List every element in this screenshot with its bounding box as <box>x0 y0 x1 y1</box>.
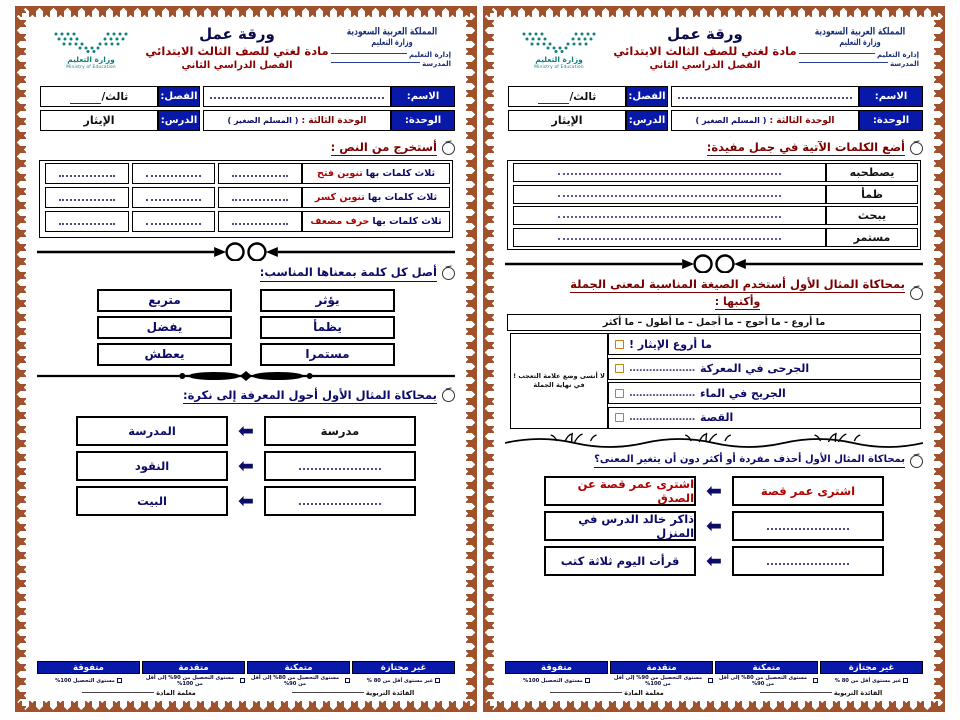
admin-field <box>331 51 453 59</box>
worksheet-page-right <box>15 6 477 712</box>
teacher-signature-line[interactable] <box>550 692 622 693</box>
sentence-text: ما أروع الإيثار ! <box>629 337 712 351</box>
question-text-l2-line2: وأكتبها : <box>714 295 761 309</box>
ministry-logo-arabic: وزارة التعليم <box>535 55 583 64</box>
level-title-1: متفوقة <box>37 661 140 674</box>
sentence-text: الجريح في الماء <box>699 386 786 400</box>
question-heading-r2 <box>37 265 455 281</box>
sentence-blank[interactable]: .................... <box>629 412 695 424</box>
border-sawtooth-left <box>483 6 494 712</box>
transform-answer[interactable] <box>732 511 884 541</box>
extract-blank[interactable] <box>45 163 129 184</box>
extract-blank[interactable] <box>218 163 302 184</box>
ministry-logo-icon <box>39 30 143 53</box>
transform-row <box>505 476 923 506</box>
level-title-2: متقدمة <box>142 661 245 674</box>
unit-label: الوحدة: <box>859 110 923 131</box>
sentence-words-table <box>507 160 921 250</box>
transform-answer[interactable] <box>732 546 884 576</box>
transform-row <box>505 546 923 576</box>
unit-value: الوحدة الثالثة : <box>301 115 367 126</box>
page-title: ورقة عمل <box>667 25 743 43</box>
leader-signature-field <box>251 689 455 697</box>
pencil-icon <box>615 389 624 398</box>
bullet-circle-icon <box>910 142 923 155</box>
question-text-r2: أصل كل كلمة بمعناها المناسب: <box>260 265 437 281</box>
extract-blank[interactable] <box>218 211 302 232</box>
extract-blank[interactable] <box>132 163 216 184</box>
transform-answer[interactable] <box>264 486 416 516</box>
divider-leaf-ornament <box>37 368 455 382</box>
question-text-l2-line1: بمحاكاة المثال الأول أستخدم الصيغة المناسبة لمعنى الجملة <box>570 277 905 293</box>
class-value: ثالث/ <box>569 90 597 103</box>
table-row <box>510 228 918 247</box>
level-criteria-1[interactable] <box>505 675 608 686</box>
arrow-left-icon: ⬅ <box>238 489 254 512</box>
admin-label: إدارة التعليم <box>876 50 919 59</box>
transform-source: ذاكر خالد الدرس في المنزل <box>544 511 696 541</box>
sentence-form-row[interactable] <box>608 358 921 380</box>
sentence-blank[interactable] <box>513 228 826 247</box>
criteria-text-2: مستوى التحصيل من 90% إلى أقل من 100% <box>613 674 703 687</box>
question-text-l3: بمحاكاة المثال الأول أحذف مفردة أو أكثر دون أن يتغير المعنى؟ <box>594 454 905 469</box>
divider-spiral-ornament <box>37 242 455 261</box>
extract-label-1 <box>302 163 450 184</box>
level-criteria-2[interactable] <box>610 675 713 686</box>
checkbox-icon[interactable] <box>585 678 590 683</box>
lesson-value: الإيثار <box>83 114 115 127</box>
level-criteria-3[interactable] <box>247 675 350 686</box>
border-sawtooth-top <box>15 6 477 17</box>
sentence-form-exercise <box>507 333 921 429</box>
table-row <box>42 187 450 208</box>
question-heading-r1 <box>37 140 455 156</box>
transform-source: اشترى عمر قصة عن الصدق <box>544 476 696 506</box>
admin-blank[interactable] <box>331 53 407 54</box>
extract-prefix-2: ثلاث كلمات بها <box>367 192 438 204</box>
admin-blank[interactable] <box>799 53 875 54</box>
match-item[interactable]: يعطش <box>97 343 232 366</box>
level-title-4: غير مجتازة <box>352 661 455 674</box>
lesson-label: الدرس: <box>626 110 668 131</box>
checkbox-icon[interactable] <box>240 678 245 683</box>
admin-label: إدارة التعليم <box>408 50 451 59</box>
level-title-1: متفوقة <box>505 661 608 674</box>
national-crest <box>799 25 921 49</box>
class-label: الفصل: <box>626 86 668 107</box>
name-label: الاسم: <box>859 86 923 107</box>
name-label: الاسم: <box>391 86 455 107</box>
word-cell: يصطحبه <box>826 163 918 182</box>
leader-signature-line[interactable] <box>292 692 364 693</box>
pencil-icon <box>615 340 624 349</box>
criteria-text-1: مستوى التحصيل 100% <box>523 677 583 684</box>
extract-blank[interactable] <box>45 211 129 232</box>
bullet-circle-icon <box>910 287 923 300</box>
unit-value-box <box>671 110 859 131</box>
worksheet-page-left <box>483 6 945 712</box>
criteria-text-1: مستوى التحصيل 100% <box>55 677 115 684</box>
level-criteria-1[interactable] <box>37 675 140 686</box>
bullet-circle-icon <box>442 267 455 280</box>
level-criteria-3[interactable] <box>715 675 818 686</box>
lesson-label: الدرس: <box>158 110 200 131</box>
unit-value: الوحدة الثالثة : <box>769 115 835 126</box>
criteria-text-3: مستوى التحصيل من 80% إلى أقل من 90% <box>250 674 340 687</box>
sentence-form-row <box>608 333 921 355</box>
class-label: الفصل: <box>158 86 200 107</box>
class-input[interactable] <box>40 86 158 107</box>
transform-answer[interactable]: مدرسة <box>264 416 416 446</box>
school-label: المدرسة <box>890 59 919 68</box>
transform-source: المدرسة <box>76 416 228 446</box>
assessment-footer <box>505 661 923 699</box>
pencil-icon <box>615 364 624 373</box>
national-crest <box>331 25 453 49</box>
extract-prefix-3: ثلاث كلمات بها <box>372 216 442 228</box>
match-column-left <box>97 289 232 366</box>
extract-blank[interactable] <box>132 187 216 208</box>
exercise-note: لا أنسى وضع علامة التعجب ! في نهاية الجملة <box>510 333 608 429</box>
unit-value-paren: ( المسلم الصغير ) <box>695 115 767 125</box>
transform-source: النقود <box>76 451 228 481</box>
match-exercise <box>37 289 455 366</box>
word-cell: ظمأ <box>826 185 918 204</box>
ministry-logo-english: Ministry of Education <box>66 65 116 70</box>
extract-blank[interactable] <box>218 187 302 208</box>
extract-label-3 <box>302 211 450 232</box>
border-sawtooth-bottom <box>15 701 477 712</box>
class-value: ثالث/ <box>101 90 129 103</box>
sentence-blank[interactable] <box>513 163 826 182</box>
sentence-blank[interactable] <box>513 185 826 204</box>
unit-label: الوحدة: <box>391 110 455 131</box>
arrow-left-icon: ⬅ <box>238 419 254 442</box>
level-title-2: متقدمة <box>610 661 713 674</box>
assessment-footer <box>37 661 455 699</box>
school-field <box>799 60 921 68</box>
sentence-form-row[interactable] <box>608 382 921 404</box>
border-sawtooth-right <box>466 6 477 712</box>
leader-label: القائدة التربوية <box>833 689 883 697</box>
match-item[interactable]: يفضل <box>97 316 232 339</box>
ministry-logo-english: Ministry of Education <box>534 65 584 70</box>
extract-prefix-1: ثلاث كلمات بها <box>365 168 436 180</box>
border-sawtooth-bottom <box>483 701 945 712</box>
crest-ministry-line: وزارة التعليم <box>839 37 881 49</box>
leader-label: القائدة التربوية <box>365 689 415 697</box>
sentence-text: القصة <box>699 411 734 425</box>
crest-kingdom-line: المملكة العربية السعودية <box>814 24 906 38</box>
word-cell: مستمر <box>826 228 918 247</box>
criteria-text-3: مستوى التحصيل من 80% إلى أقل من 90% <box>718 674 808 687</box>
extract-label-2 <box>302 187 450 208</box>
arrow-left-icon: ⬅ <box>706 479 722 502</box>
ministry-logo-icon <box>507 30 611 53</box>
table-row <box>510 185 918 204</box>
checkbox-icon[interactable] <box>903 678 908 683</box>
divider-wave-ornament <box>505 431 923 449</box>
name-input[interactable] <box>203 86 391 107</box>
teacher-label: معلمة المادة <box>624 689 664 697</box>
subject-line: مادة لغتي للصف الثالث الابتدائي <box>145 43 329 58</box>
form-options-bar: ما أروع - ما أحوج – ما أجمل – ما أطول – ما أكثر <box>507 314 921 331</box>
border-sawtooth-right <box>934 6 945 712</box>
arrow-left-icon: ⬅ <box>706 549 722 572</box>
word-cell: يبحث <box>826 206 918 225</box>
transform-source: قرأت اليوم ثلاثة كتب <box>544 546 696 576</box>
school-blank[interactable] <box>799 62 888 63</box>
question-text-r1: أستخرج من النص : <box>331 140 437 156</box>
transform-row <box>37 416 455 446</box>
form-row-unit-lesson <box>37 110 455 131</box>
lesson-value: الإيثار <box>551 114 583 127</box>
checkbox-icon[interactable] <box>813 678 818 683</box>
unit-value-paren: ( المسلم الصغير ) <box>227 115 299 125</box>
match-column-right <box>260 289 395 366</box>
match-item[interactable]: يظمأ <box>260 316 395 339</box>
form-row-unit-lesson <box>505 110 923 131</box>
sentence-blank[interactable]: .................... <box>629 363 695 375</box>
extract-highlight-1: تنوين فتح <box>317 168 363 180</box>
match-item[interactable]: متربع <box>97 289 232 312</box>
subject-line: مادة لغتي للصف الثالث الابتدائي <box>613 43 797 58</box>
level-criteria-4[interactable] <box>820 675 923 686</box>
ministry-logo-arabic: وزارة التعليم <box>67 55 115 64</box>
lesson-value-box <box>40 110 158 131</box>
question-text-l1: أضع الكلمات الآتية في جمل مفيدة: <box>707 140 905 156</box>
class-input[interactable] <box>508 86 626 107</box>
teacher-signature-field <box>505 689 709 697</box>
question-heading-l2 <box>505 277 923 310</box>
level-title-3: متمكنة <box>247 661 350 674</box>
checkbox-icon[interactable] <box>345 678 350 683</box>
transform-answer[interactable]: اشترى عمر قصة <box>732 476 884 506</box>
level-title-4: غير مجتازة <box>820 661 923 674</box>
sentence-blank[interactable]: .................... <box>629 387 695 399</box>
criteria-text-4: غير مستوى أقل من 80 % <box>834 677 902 684</box>
bullet-circle-icon <box>442 142 455 155</box>
question-text-r3: بمحاكاة المثال الأول أحول المعرفة إلى نكرة: <box>183 388 437 404</box>
arrow-left-icon: ⬅ <box>238 454 254 477</box>
name-input[interactable] <box>671 86 859 107</box>
form-row-name-class <box>505 86 923 107</box>
table-row <box>42 211 450 232</box>
teacher-signature-field <box>37 689 241 697</box>
page-title: ورقة عمل <box>199 25 275 43</box>
question-heading-l3 <box>505 454 923 469</box>
extract-highlight-2: تنوين كسر <box>314 192 365 204</box>
border-sawtooth-top <box>483 6 945 17</box>
sentence-text: الجرحى في المعركة <box>699 362 810 376</box>
sentence-blank[interactable] <box>513 206 826 225</box>
leader-signature-field <box>719 689 923 697</box>
border-sawtooth-left <box>15 6 26 712</box>
bullet-circle-icon <box>442 389 455 402</box>
checkbox-icon[interactable] <box>435 678 440 683</box>
criteria-text-4: غير مستوى أقل من 80 % <box>366 677 434 684</box>
transform-row <box>505 511 923 541</box>
school-blank[interactable] <box>331 62 420 63</box>
checkbox-icon[interactable] <box>117 678 122 683</box>
transform-row <box>37 451 455 481</box>
criteria-text-2: مستوى التحصيل من 90% إلى أقل من 100% <box>145 674 235 687</box>
admin-field <box>799 51 921 59</box>
table-row <box>510 206 918 225</box>
teacher-signature-line[interactable] <box>82 692 154 693</box>
page-header <box>505 24 923 86</box>
crest-kingdom-line: المملكة العربية السعودية <box>346 24 438 38</box>
level-criteria-4[interactable] <box>352 675 455 686</box>
transform-answer[interactable] <box>264 451 416 481</box>
extract-blank[interactable] <box>45 187 129 208</box>
match-item[interactable]: مستمرا <box>260 343 395 366</box>
pencil-icon <box>615 413 624 422</box>
extract-highlight-3: حرف مضعف <box>310 216 370 228</box>
extract-table <box>39 160 453 238</box>
form-row-name-class <box>37 86 455 107</box>
page-header <box>37 24 455 86</box>
sentence-form-row[interactable] <box>608 407 921 429</box>
lesson-value-box <box>508 110 626 131</box>
arrow-left-icon: ⬅ <box>706 514 722 537</box>
leader-signature-line[interactable] <box>760 692 832 693</box>
school-field <box>331 60 453 68</box>
checkbox-icon[interactable] <box>708 678 713 683</box>
school-label: المدرسة <box>422 59 451 68</box>
unit-value-box <box>203 110 391 131</box>
table-row <box>510 163 918 182</box>
transform-source: البيت <box>76 486 228 516</box>
divider-spiral-ornament <box>505 254 923 273</box>
bullet-circle-icon <box>910 455 923 468</box>
transform-row <box>37 486 455 516</box>
question-heading-l1 <box>505 140 923 156</box>
term-line: الفصل الدراسي الثاني <box>181 59 293 71</box>
term-line: الفصل الدراسي الثاني <box>649 59 761 71</box>
level-criteria-2[interactable] <box>142 675 245 686</box>
extract-blank[interactable] <box>132 211 216 232</box>
question-heading-r3 <box>37 388 455 404</box>
table-row <box>42 163 450 184</box>
crest-ministry-line: وزارة التعليم <box>371 37 413 49</box>
teacher-label: معلمة المادة <box>156 689 196 697</box>
match-item[interactable]: يؤثر <box>260 289 395 312</box>
level-title-3: متمكنة <box>715 661 818 674</box>
